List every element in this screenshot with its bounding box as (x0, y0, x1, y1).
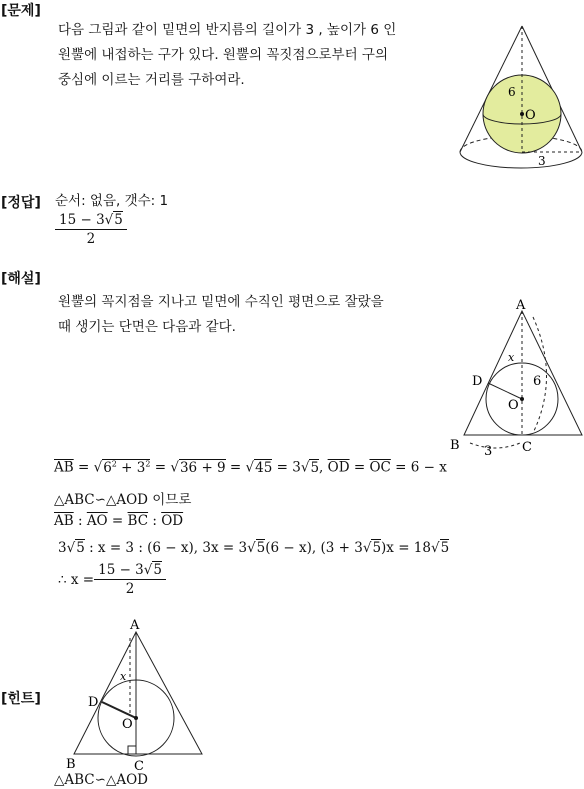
equation-3: $\overline{AB}$ : $\overline{AO} = \overline{BC}$ : $\overline{OD}$ (54, 513, 184, 529)
answer-fraction: $\frac{15 - 3√5}{2}$ (55, 212, 127, 247)
answer-den: 2 (86, 231, 96, 247)
equation-5: ∴ x = $\frac{15 - 3√5}{2}$ (58, 562, 166, 597)
explanation-line-1: 원뿔의 꼭지점을 지나고 밑면에 수직인 평면으로 잘랐을 (58, 294, 384, 310)
fig2-d-label: D (472, 374, 483, 389)
fig3-x-label: x (120, 670, 127, 683)
problem-line-1: 다음 그림과 같이 밑면의 반지름의 길이가 3 , 높이가 6 인 (58, 22, 397, 38)
equation-4: 3√5 : x = 3 : (6 − x), 3x = 3√5(6 − x), (3 + 3√5)x = 18√5 (58, 540, 450, 556)
fig3-c-label: C (134, 759, 144, 774)
fig2-three-label: 3 (484, 444, 493, 459)
problem-label: [문제] (1, 3, 41, 19)
hint-label: [힌트] (1, 691, 41, 707)
center-o (520, 397, 524, 401)
fig2-o-label: O (508, 398, 519, 413)
triangle-abc (464, 311, 582, 435)
hint-right-angle (128, 746, 136, 754)
segment-od (488, 383, 522, 399)
eq1-oc: $\overline{OC}$ (369, 459, 391, 476)
fig2-x-label: x (508, 351, 515, 364)
fig3-a-label: A (130, 618, 140, 633)
fig2-six-label: 6 (533, 374, 542, 389)
cross-section-figure (440, 295, 584, 460)
answer-meta: 순서: 없음, 갯수: 1 (55, 193, 169, 209)
answer-num-root: 5 (114, 212, 123, 228)
fig2-b-label: B (450, 438, 460, 453)
answer-label: [정답] (1, 195, 41, 211)
explanation-text (58, 290, 448, 340)
hint-figure (62, 614, 222, 776)
answer-num-a: 15 − 3 (59, 212, 105, 228)
eq5-prefix: ∴ x = (58, 571, 95, 588)
hint-segment-od (102, 702, 136, 718)
eq1-od: $\overline{OD}$ (327, 459, 350, 476)
hint-center-o (134, 716, 138, 720)
equation-1: $\overline{AB} = √6^2 + 3^2 = √36 + 9 = √45 = 3√5$, $\overline{OD} = \overline{OC} = 6 - x$ (54, 459, 447, 476)
fig1-three-label: 3 (538, 154, 546, 168)
eq1-ab: $\overline{AB}$ (54, 459, 74, 476)
hint-triangle-abc (74, 632, 202, 754)
fig1-six-label: 6 (508, 85, 516, 99)
fig1-o-label: O (525, 108, 536, 123)
fig2-a-label: A (516, 298, 526, 313)
fig3-o-label: O (122, 717, 133, 732)
problem-line-3: 중심에 이르는 거리를 구하여라. (58, 72, 245, 88)
three-arc (470, 443, 520, 448)
equation-2: △ABC∽△AOD 이므로 (54, 492, 192, 508)
explanation-line-2: 때 생기는 단면은 다음과 같다. (58, 319, 236, 335)
hint-caption: △ABC∽△AOD (54, 772, 148, 788)
problem-text (58, 18, 458, 93)
cone-base-front (460, 152, 582, 168)
problem-line-2: 원뿔에 내접하는 구가 있다. 원뿔의 꼭짓점으로부터 구의 (58, 47, 388, 63)
fig3-d-label: D (88, 695, 99, 710)
fig2-c-label: C (522, 440, 532, 455)
cone-sphere-figure (452, 22, 584, 182)
sphere-center (520, 112, 524, 116)
fig3-b-label: B (66, 757, 76, 772)
explanation-label: [해설] (1, 271, 41, 287)
